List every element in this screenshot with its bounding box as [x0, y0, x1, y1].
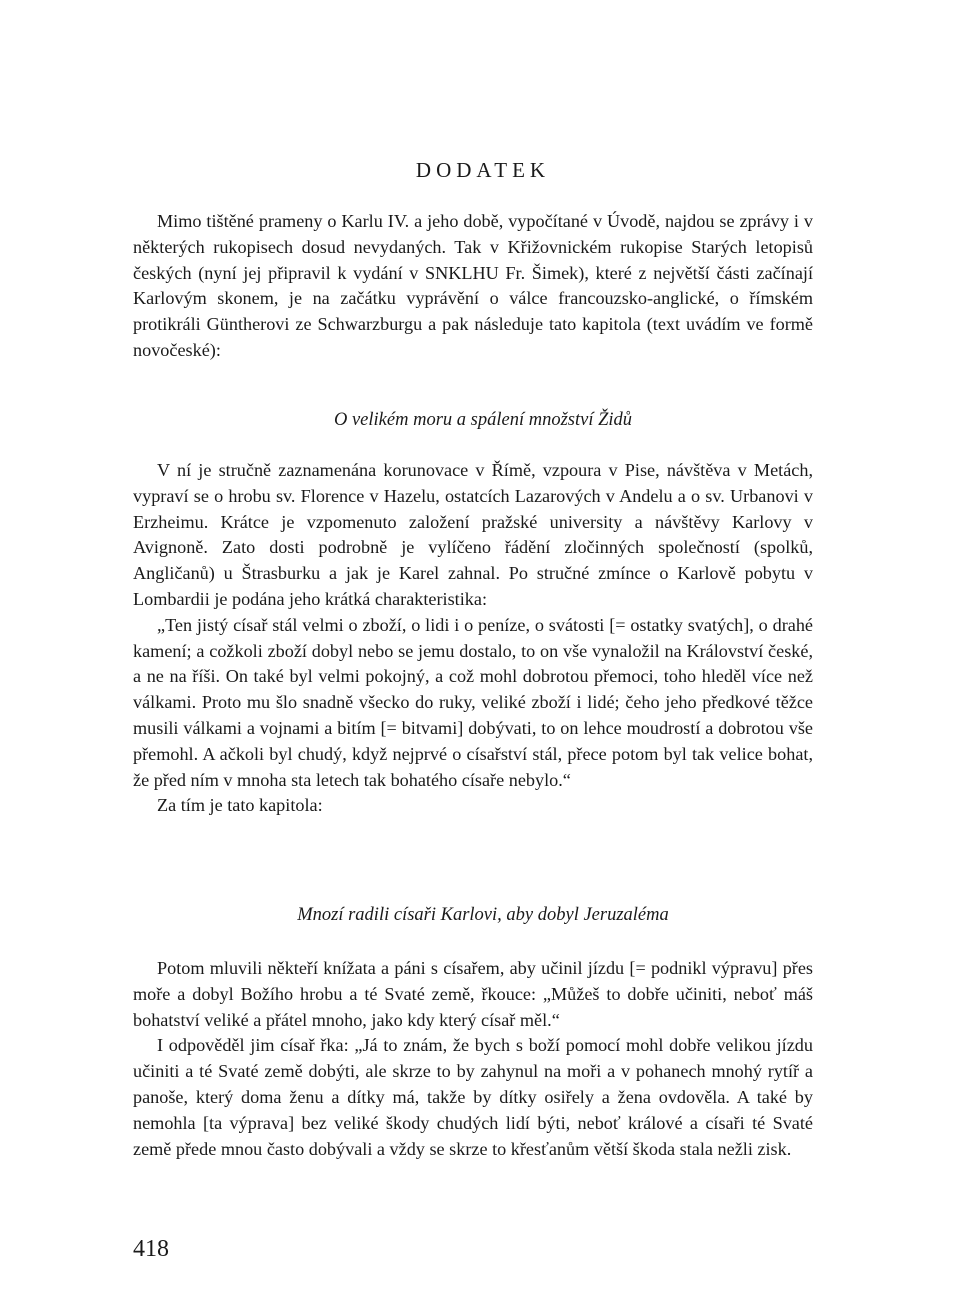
- intro-block: [133, 209, 813, 364]
- section-1-quote: „Ten jistý císař stál velmi o zboží, o lidi i o peníze, o svátosti [= ostatky svatých], o drahé kamení; a cožkoli zboží dobyl nebo se jemu dostalo, to on vše vynaložil na Království české, a ne na říši. On také byl velmi pokojný, a což mohl dobrotou přemoci, toho hleděl více než válkami. Proto mu šlo snadně všecko do ruky, veliké zboží i lidé; čeho jeho předkové těžce musili válkami a vojnami a bitím [= bitvami] dobývati, to on lehce moudrostí a dobrotou vše přemohl. A ačkoli byl chudý, když nejprvé o císařství stál, přece potom byl tak velice bohat, že před ním v mnoha sta letech tak bohatého císaře nebylo.“: [133, 614, 813, 790]
- page-number: 418: [133, 1236, 169, 1262]
- section-2-body: [133, 956, 813, 1162]
- section-2-paragraph-2: I odpověděl jim císař řka: „Já to znám, že bych s boží pomocí mohl dobře velikou jízdu učiniti a té Svaté země dobýti, ale skrze to by zahynul na moři a v pohanech mnohý rytíř a panoše, který doma ženu a dítky má, takže by dítky osiřely a žena ovdověla. A také by nemohla [ta výprava] bez veliké škody chudých lidí býti, neboť králové a císaři té Svaté země přede mnou často dobývali a vždy se skrze to křesťanům větší škoda stala nežli zisk.: [133, 1035, 813, 1159]
- section-1-title: O velikém moru a spálení množství Židů: [333, 410, 633, 430]
- section-1-paragraph: V ní je stručně zaznamenána korunovace v Římě, vzpoura v Pise, návštěva v Metách, vypraví se o hrobu sv. Florence v Hazelu, ostatcích Lazarových v Andelu a o sv. Urbanovi v Erzheimu. Krátce je vzpomenuto založení pražské university a návštěvy Karlovy v Avignoně. Zato dosti podrobně je vylíčeno řádění zločinných společností (spolků, Angličanů) u Štrasburku a jak je Karel zahnal. Po stručné zmínce o Karlově pobytu v Lombardii je podána jeho krátká charakteristika:: [133, 460, 813, 609]
- section-1-closing: Za tím je tato kapitola:: [157, 795, 323, 816]
- intro-paragraph: Mimo tištěné prameny o Karlu IV. a jeho době, vypočítané v Úvodě, najdou se zprávy i v některých rukopisech dosud nevydaných. Tak v Křižovnickém rukopise Starých letopisů českých (nyní jej připravil k vydání v SNKLHU Fr. Šimek), které z největší části začínají Karlovým skonem, je na začátku vyprávění o válce francouzsko-anglické, o římském protikráli Güntherovi ze Schwarzburgu a pak následuje tato kapitola (text uvádím ve formě novočeské):: [133, 211, 813, 360]
- section-2-paragraph-1: Potom mluvili někteří knížata a páni s císařem, aby učinil jízdu [= podnikl výpravu] přes moře a dobyl Božího hrobu a té Svaté země, řkouce: „Můžeš to dobře učiniti, neboť máš bohatství veliké a přátel mnoho, jako kdy který císař měl.“: [133, 958, 813, 1030]
- section-2-title: Mnozí radili císaři Karlovi, aby dobyl Jeruzaléma: [297, 905, 669, 925]
- section-1-body: [133, 458, 813, 819]
- page-heading: DODATEK: [415, 158, 551, 182]
